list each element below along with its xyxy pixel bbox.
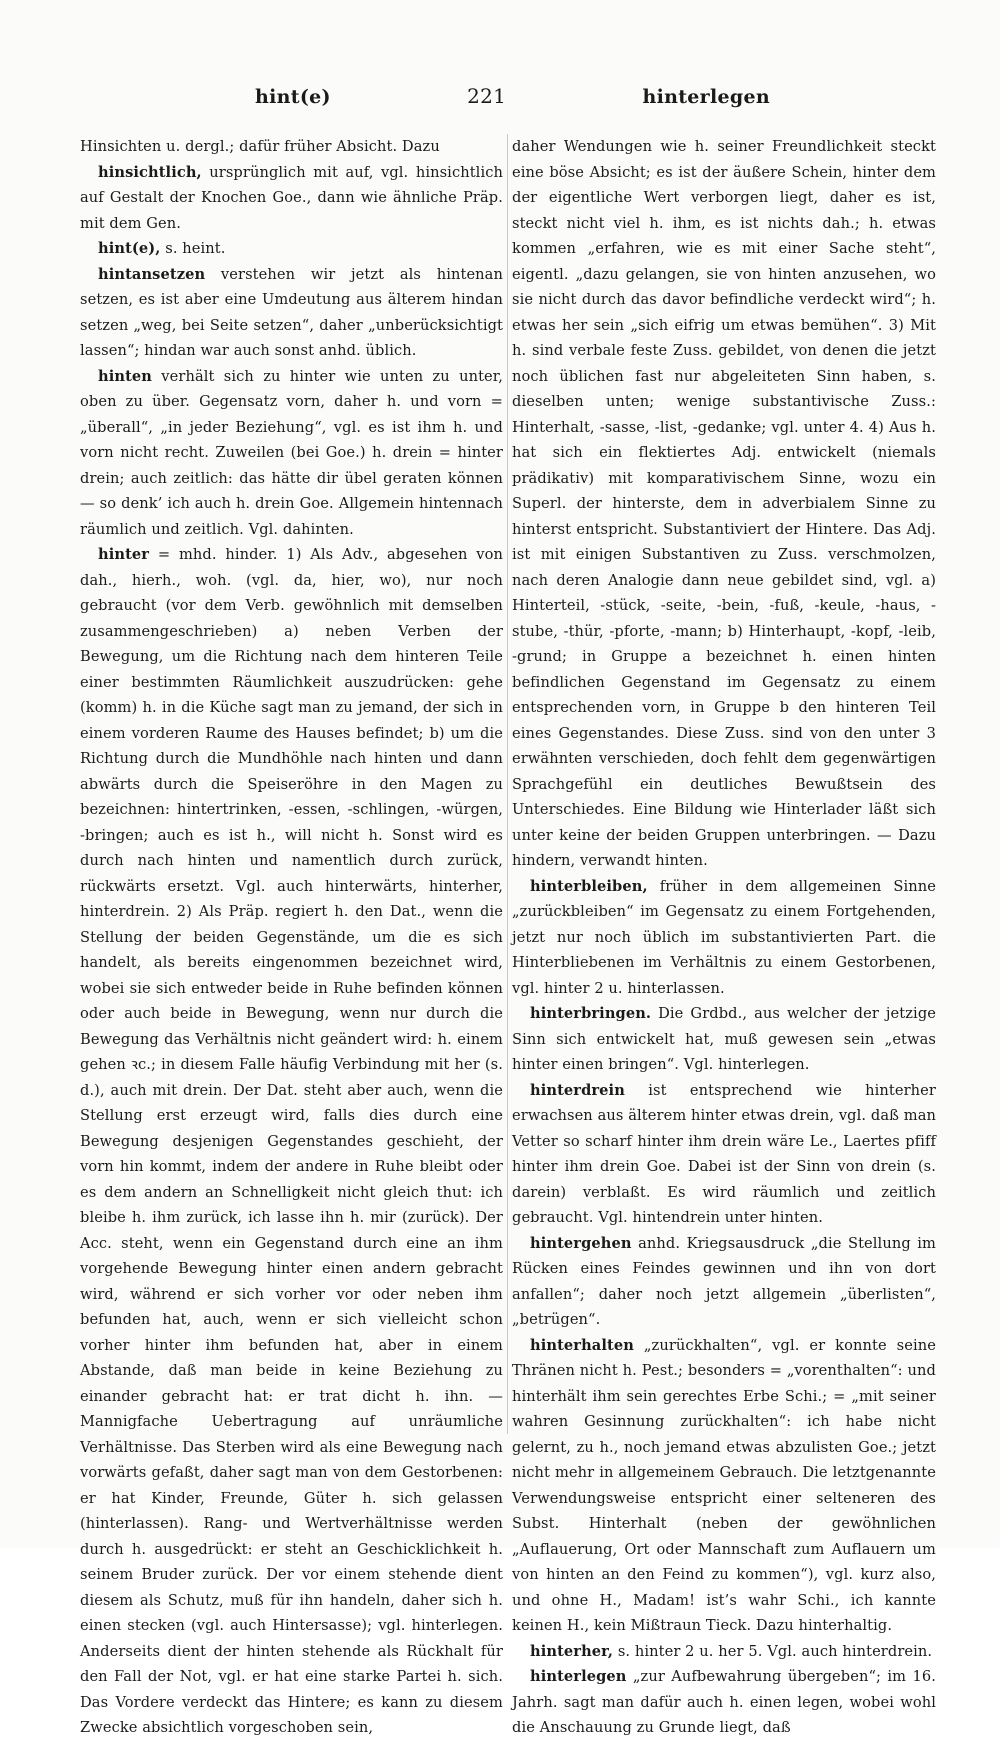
entry-headword: hinterbleiben, [530,877,648,895]
entry-text: ursprünglich mit auf, vgl. hinsichtlich auf Gestalt der Knochen Goe., dann wie ähnliche Präp. mit dem Gen. [80,163,503,232]
dictionary-entry [512,1078,936,1231]
dictionary-entry [80,262,503,364]
right-column [512,134,936,1741]
dictionary-entry [512,134,936,874]
entry-text: anhd. Kriegsausdruck „die Stellung im Rücken eines Feindes gewinnen und ihn von dort anfallen“; daher noch jetzt allgemein „überlisten“, „betrügen“. [512,1234,936,1328]
entry-text: Hinsichten u. dergl.; dafür früher Absicht. Dazu [80,138,440,155]
entry-headword: hinter [98,546,150,563]
header-right-keyword: hinterlegen [642,86,770,108]
entry-text: „zur Aufbewahrung übergeben“; im 16. Jahrh. sagt man dafür auch h. einen legen, wobei wohl die Anschauung zu Grunde liegt, daß [512,1668,936,1736]
entry-headword: hinterhalten [530,1336,634,1354]
entry-headword: hinterbringen. [530,1005,652,1022]
dictionary-entry [80,236,503,262]
dictionary-entry [80,542,503,1741]
entry-text: Die Grdbd., aus welcher der jetzige Sinn sich entwickelt hat, muß gewesen sein „etwas hinter einen bringen“. Vgl. hinterlegen. [512,1005,936,1073]
dictionary-entry [512,874,936,1002]
dictionary-entry [80,160,503,237]
dictionary-entry [512,1639,936,1665]
entry-text: früher in dem allgemeinen Sinne „zurückbleiben“ im Gegensatz zu einem Fortgehenden, jetzt nur noch üblich im substantivierten Part. die Hinterbliebenen im Verhältnis zu einem Gestorbenen, vgl. hinter 2 u. hinterlassen. [512,877,936,997]
dictionary-entry [80,134,503,160]
entry-text: daher Wendungen wie h. seiner Freundlichkeit steckt eine böse Absicht; es ist der äußere Schein, hinter dem der eigentliche Wert verborgen liegt, daher es ist, steckt nicht viel h. ihm, es ist nichts dah.; h. etwas kommen „erfahren, wie es mit einer Sache steht“, eigentl. „dazu gelangen, sie von hinten anzusehen, wo sie nicht durch das davor befindliche verdeckt wird“; h. etwas her sein „sich eifrig um etwas bemühen“. 3) Mit h. sind verbale feste Zuss. gebildet, von denen die jetzt noch üblichen fast nur abgeleiteten Sinn haben, s. dieselben unten; wenige substantivische Zuss.: Hinterhalt, -sasse, -list, -gedanke; vgl. unter 4. 4) Aus h. hat sich ein flektiertes Adj. entwickelt (niemals prädikativ) mit komparativischem Sinne, wozu ein Superl. der hinterste, dem in adverbialem Sinne zu hinterst entspricht. Substantiviert der Hintere. Das Adj. ist mit einigen Substantiven zu Zuss. verschmolzen, nach deren Analogie dann neue gebildet sind, vgl. a) Hinterteil, -stück, -seite, -bein, -fuß, -keule, -haus, -stube, -thür, -pforte, -mann; b) Hinterhaupt, -kopf, -leib, -grund; in Gruppe a bezeichnet h. einen hinten befindlichen Gegenstand im Gegensatz zu einem entsprechenden vorn, in Gruppe b den hinteren Teil eines Gegenstandes. Diese Zuss. sind von den unter 3 erwähnten verschieden, doch fehlt dem gegenwärtigen Sprachgefühl ein deutliches Bewußtsein des Unterschiedes. Eine Bildung wie Hinterlader läßt sich unter keine der beiden Gruppen unterbringen. — Dazu hindern, verwandt hinten. [512,138,936,869]
dictionary-entry [512,1664,936,1741]
header-left-keyword: hint(e) [255,86,331,108]
entry-headword: hintansetzen [98,265,206,283]
running-header [255,84,770,114]
column-divider [507,134,508,1434]
entry-text: „zurückhalten“, vgl. er konnte seine Thränen nicht h. Pest.; besonders = „vorenthalten“: und hinterhält ihm sein gerechtes Erbe Schi.; = „mit seiner wahren Gesinnung zurückhalten“: ich habe nicht gelernt, zu h., noch jemand etwas abzulisten Goe.; jetzt nicht mehr in allgemeinem Gebrauch. Die letztgenannte Verwendungsweise entspricht einer selteneren des Subst. Hinterhalt (neben der gewöhnlichen „Auflauerung, Ort oder Mannschaft zum Auflauern um von hinten an den Feind zu kommen“), vgl. kurz also, und ohne H., Madam! ist’s wahr Schi., ich kannte keinen H., kein Mißtraun Tieck. Dazu hinterhaltig. [512,1336,936,1634]
entry-headword: hinterlegen [530,1668,627,1685]
entry-headword: hinterdrein [530,1081,625,1099]
entry-text: ist entsprechend wie hinterher erwachsen aus älterem hinter etwas drein, vgl. daß man Vetter so scharf hinter ihm drein wäre Le., Laertes pfiff hinter ihm drein Goe. Dabei ist der Sinn von drein (s. darein) verblaßt. Es wird räumlich und zeitlich gebraucht. Vgl. hintendrein unter hinten. [512,1081,936,1226]
dictionary-entry [512,1001,936,1078]
dictionary-entry [512,1231,936,1333]
entry-headword: hinten [98,367,153,385]
entry-headword: hinterher, [530,1642,614,1660]
entry-headword: hintergehen [530,1234,632,1252]
page-number: 221 [467,84,507,108]
entry-text: verhält sich zu hinter wie unten zu unter, oben zu über. Gegensatz vorn, daher h. und vorn = „überall“, „in jeder Beziehung“, vgl. es ist ihm h. und vorn nicht recht. Zuweilen (bei Goe.) h. drein = hinter drein; auch zeitlich: das hätte dir übel geraten können — so denk’ ich auch h. drein Goe. Allgemein hintennach räumlich und zeitlich. Vgl. dahinten. [80,367,503,538]
entry-headword: hinsichtlich, [98,163,202,181]
entry-headword: hint(e), [98,240,161,257]
entry-text: s. heint. [160,240,226,257]
entry-text: verstehen wir jetzt als hintenan setzen, es ist aber eine Umdeutung aus älterem hindan setzen „weg, bei Seite setzen“, daher „unberücksichtigt lassen“; hindan war auch sonst anhd. üblich. [80,265,503,359]
entry-text: = mhd. hinder. 1) Als Adv., abgesehen von dah., hierh., woh. (vgl. da, hier, wo), nur noch gebraucht (vor dem Verb. gewöhnlich mit demselben zusammengeschrieben) a) neben Verben der Bewegung, um die Richtung nach dem hinteren Teile einer bestimmten Räumlichkeit auszudrücken: gehe (komm) h. in die Küche sagt man zu jemand, der sich in einem vorderen Raume des Hauses befindet; b) um die Richtung durch die Mundhöhle nach hinten und dann abwärts durch die Speiseröhre in den Magen zu bezeichnen: hintertrinken, -essen, -schlingen, -würgen, -bringen; auch es ist h., will nicht h. Sonst wird es durch nach hinten und namentlich durch zurück, rückwärts ersetzt. Vgl. auch hinterwärts, hinterher, hinterdrein. 2) Als Präp. regiert h. den Dat., wenn die Stellung der beiden Gegenstände, um die es sich handelt, als bereits eingenommen bezeichnet wird, wobei sie sich entweder beide in Ruhe befinden können oder auch beide in Bewegung, wenn nur durch die Bewegung das Verhältnis nicht geändert wird: h. einem gehen ꝛc.; in diesem Falle häufig Verbindung mit her (s. d.), auch mit drein. Der Dat. steht aber auch, wenn die Stellung erst erzeugt wird, falls dies durch eine Bewegung desjenigen Gegenstandes geschieht, der vorn hin kommt, indem der andere in Ruhe bleibt oder es dem andern an Schnelligkeit nicht gleich thut: ich bleibe h. ihm zurück, ich lasse ihn h. mir (zurück). Der Acc. steht, wenn ein Gegenstand durch eine an ihm vorgehende Bewegung hinter einen andern gebracht wird, während er sich vorher vor oder neben ihm befunden hat, auch, wenn er sich vielleicht schon vorher hinter ihm befunden hat, aber in einem Abstande, daß man beide in keine Beziehung zu einander gebracht hat: er trat dicht h. ihn. — Mannigfache Uebertragung auf unräumliche Verhältnisse. Das Sterben wird als eine Bewegung nach vorwärts gefaßt, daher sagt man von dem Gestorbenen: er hat Kinder, Freunde, Güter h. sich gelassen (hinterlassen). Rang- und Wertverhältnisse werden durch h. ausgedrückt: er steht an Geschicklichkeit h. seinem Bruder zurück. Der vor einem stehende dient diesem als Schutz, muß für ihn handeln, daher sich h. einen stecken (vgl. auch Hintersasse); vgl. hinterlegen. Anderseits dient der hinten stehende als Rückhalt für den Fall der Not, vgl. er hat eine starke Partei h. sich. Das Vordere verdeckt das Hintere; es kann zu diesem Zwecke absichtlich vorgeschoben sein, [80,546,503,1736]
dictionary-entry [80,364,503,543]
left-column [80,134,503,1741]
entry-text: s. hinter 2 u. her 5. Vgl. auch hinterdrein. [613,1642,933,1660]
dictionary-entry [512,1333,936,1639]
